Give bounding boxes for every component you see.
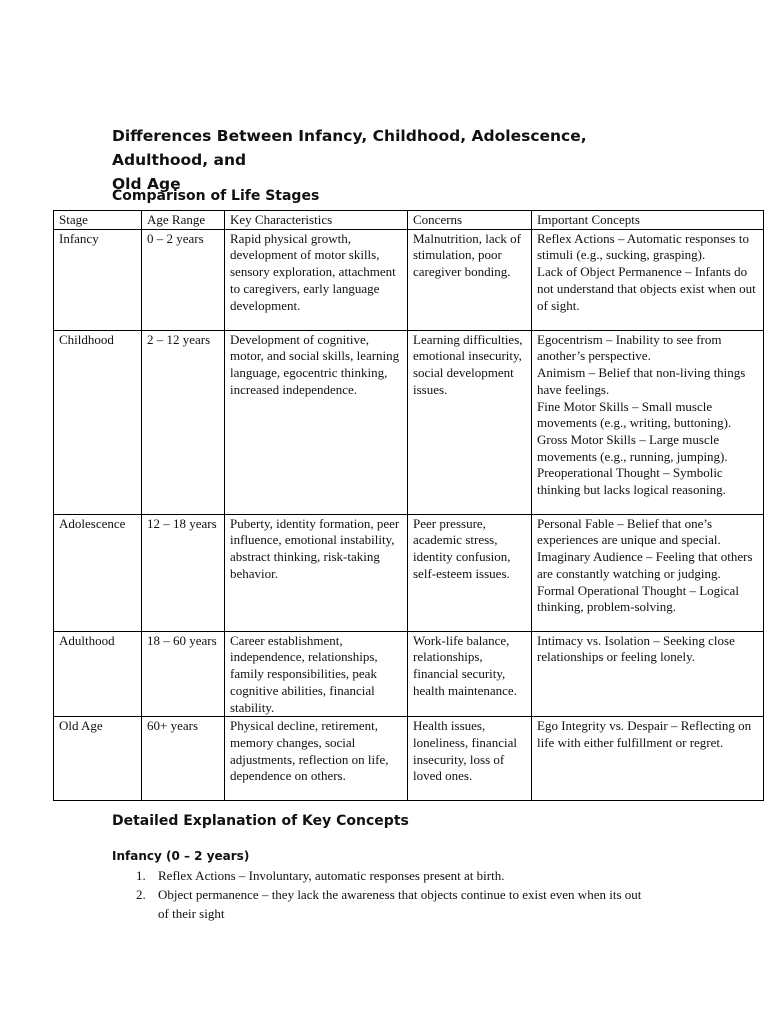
cell-age-range: 2 – 12 years (142, 330, 225, 514)
list-item-number: 1. (136, 868, 146, 883)
cell-concerns: Malnutrition, lack of stimulation, poor caregiver bonding. (408, 229, 532, 330)
list-item (112, 866, 652, 885)
infancy-heading: Infancy (0 – 2 years) (112, 849, 250, 863)
cell-characteristics: Career establishment, independence, relationships, family responsibilities, peak cognitive abilities, financial stability. (225, 631, 408, 717)
cell-stage: Adolescence (54, 514, 142, 631)
concept-item: Preoperational Thought – Symbolic thinking but lacks logical reasoning. (537, 465, 726, 498)
list-item-number: 2. (136, 887, 146, 902)
concept-item: Ego Integrity vs. Despair – Reflecting on life with either fulfillment or regret. (537, 718, 752, 750)
table-row (54, 631, 764, 717)
header-important-concepts: Important Concepts (532, 211, 764, 230)
cell-age-range: 12 – 18 years (142, 514, 225, 631)
title-line-1: Differences Between Infancy, Childhood, Adolescence, Adulthood, and (112, 127, 587, 169)
cell-stage: Childhood (54, 330, 142, 514)
concept-item: Intimacy vs. Isolation – Seeking close relationships or feeling lonely. (537, 632, 735, 665)
header-key-characteristics: Key Characteristics (225, 211, 408, 230)
cell-stage: Old Age (54, 717, 142, 801)
life-stages-table (53, 210, 764, 801)
concept-item: Animism – Belief that non-living things have feelings. (537, 365, 746, 397)
title-line-2: Old Age (112, 175, 181, 193)
cell-stage: Adulthood (54, 631, 142, 717)
cell-age-range: 60+ years (142, 717, 225, 801)
list-item-text: Reflex Actions – Involuntary, automatic responses present at birth. (158, 868, 505, 883)
infancy-concepts-list (112, 866, 652, 923)
concept-item: Egocentrism – Inability to see from another’s perspective. (537, 331, 722, 364)
cell-age-range: 0 – 2 years (142, 229, 225, 330)
table-row (54, 514, 764, 631)
list-item (112, 885, 652, 923)
cell-concepts (532, 631, 764, 717)
concept-item: Formal Operational Thought – Logical thinking, problem-solving. (537, 582, 739, 615)
concept-item: Imaginary Audience – Feeling that others are constantly watching or judging. (537, 549, 753, 581)
header-concerns: Concerns (408, 211, 532, 230)
explanation-heading: Detailed Explanation of Key Concepts (112, 813, 409, 829)
cell-characteristics: Puberty, identity formation, peer influence, emotional instability, abstract thinking, risk-taking behavior. (225, 514, 408, 631)
cell-concepts (532, 717, 764, 801)
cell-concepts (532, 229, 764, 330)
cell-concerns: Learning difficulties, emotional insecurity, social development issues. (408, 330, 532, 514)
table-header-row (54, 211, 764, 230)
table-row (54, 717, 764, 801)
comparison-heading: Comparison of Life Stages (112, 188, 320, 204)
table-row (54, 330, 764, 514)
cell-characteristics: Rapid physical growth, development of motor skills, sensory exploration, attachment to caregivers, early language development. (225, 229, 408, 330)
table-row (54, 229, 764, 330)
document-title (112, 124, 672, 196)
cell-age-range: 18 – 60 years (142, 631, 225, 717)
cell-concerns: Work-life balance, relationships, financial security, health maintenance. (408, 631, 532, 717)
cell-concepts (532, 514, 764, 631)
cell-characteristics: Development of cognitive, motor, and social skills, learning language, egocentric thinking, increased independence. (225, 330, 408, 514)
cell-stage: Infancy (54, 229, 142, 330)
concept-item: Gross Motor Skills – Large muscle movements (e.g., running, jumping). (537, 431, 728, 464)
cell-concepts (532, 330, 764, 514)
concept-item: Lack of Object Permanence – Infants do not understand that objects exist when out of sight. (537, 264, 756, 313)
cell-concerns: Peer pressure, academic stress, identity confusion, self-esteem issues. (408, 514, 532, 631)
cell-concerns: Health issues, loneliness, financial insecurity, loss of loved ones. (408, 717, 532, 801)
cell-characteristics: Physical decline, retirement, memory changes, social adjustments, reflection on life, dependence on others. (225, 717, 408, 801)
concept-item: Fine Motor Skills – Small muscle movements (e.g., writing, buttoning). (537, 398, 732, 431)
header-age-range: Age Range (142, 211, 225, 230)
concept-item: Personal Fable – Belief that one’s experiences are unique and special. (537, 515, 721, 548)
header-stage: Stage (54, 211, 142, 230)
concept-item: Reflex Actions – Automatic responses to stimuli (e.g., sucking, grasping). (537, 230, 749, 263)
list-item-text: Object permanence – they lack the awareness that objects continue to exist even when its out of their sight (158, 887, 642, 921)
